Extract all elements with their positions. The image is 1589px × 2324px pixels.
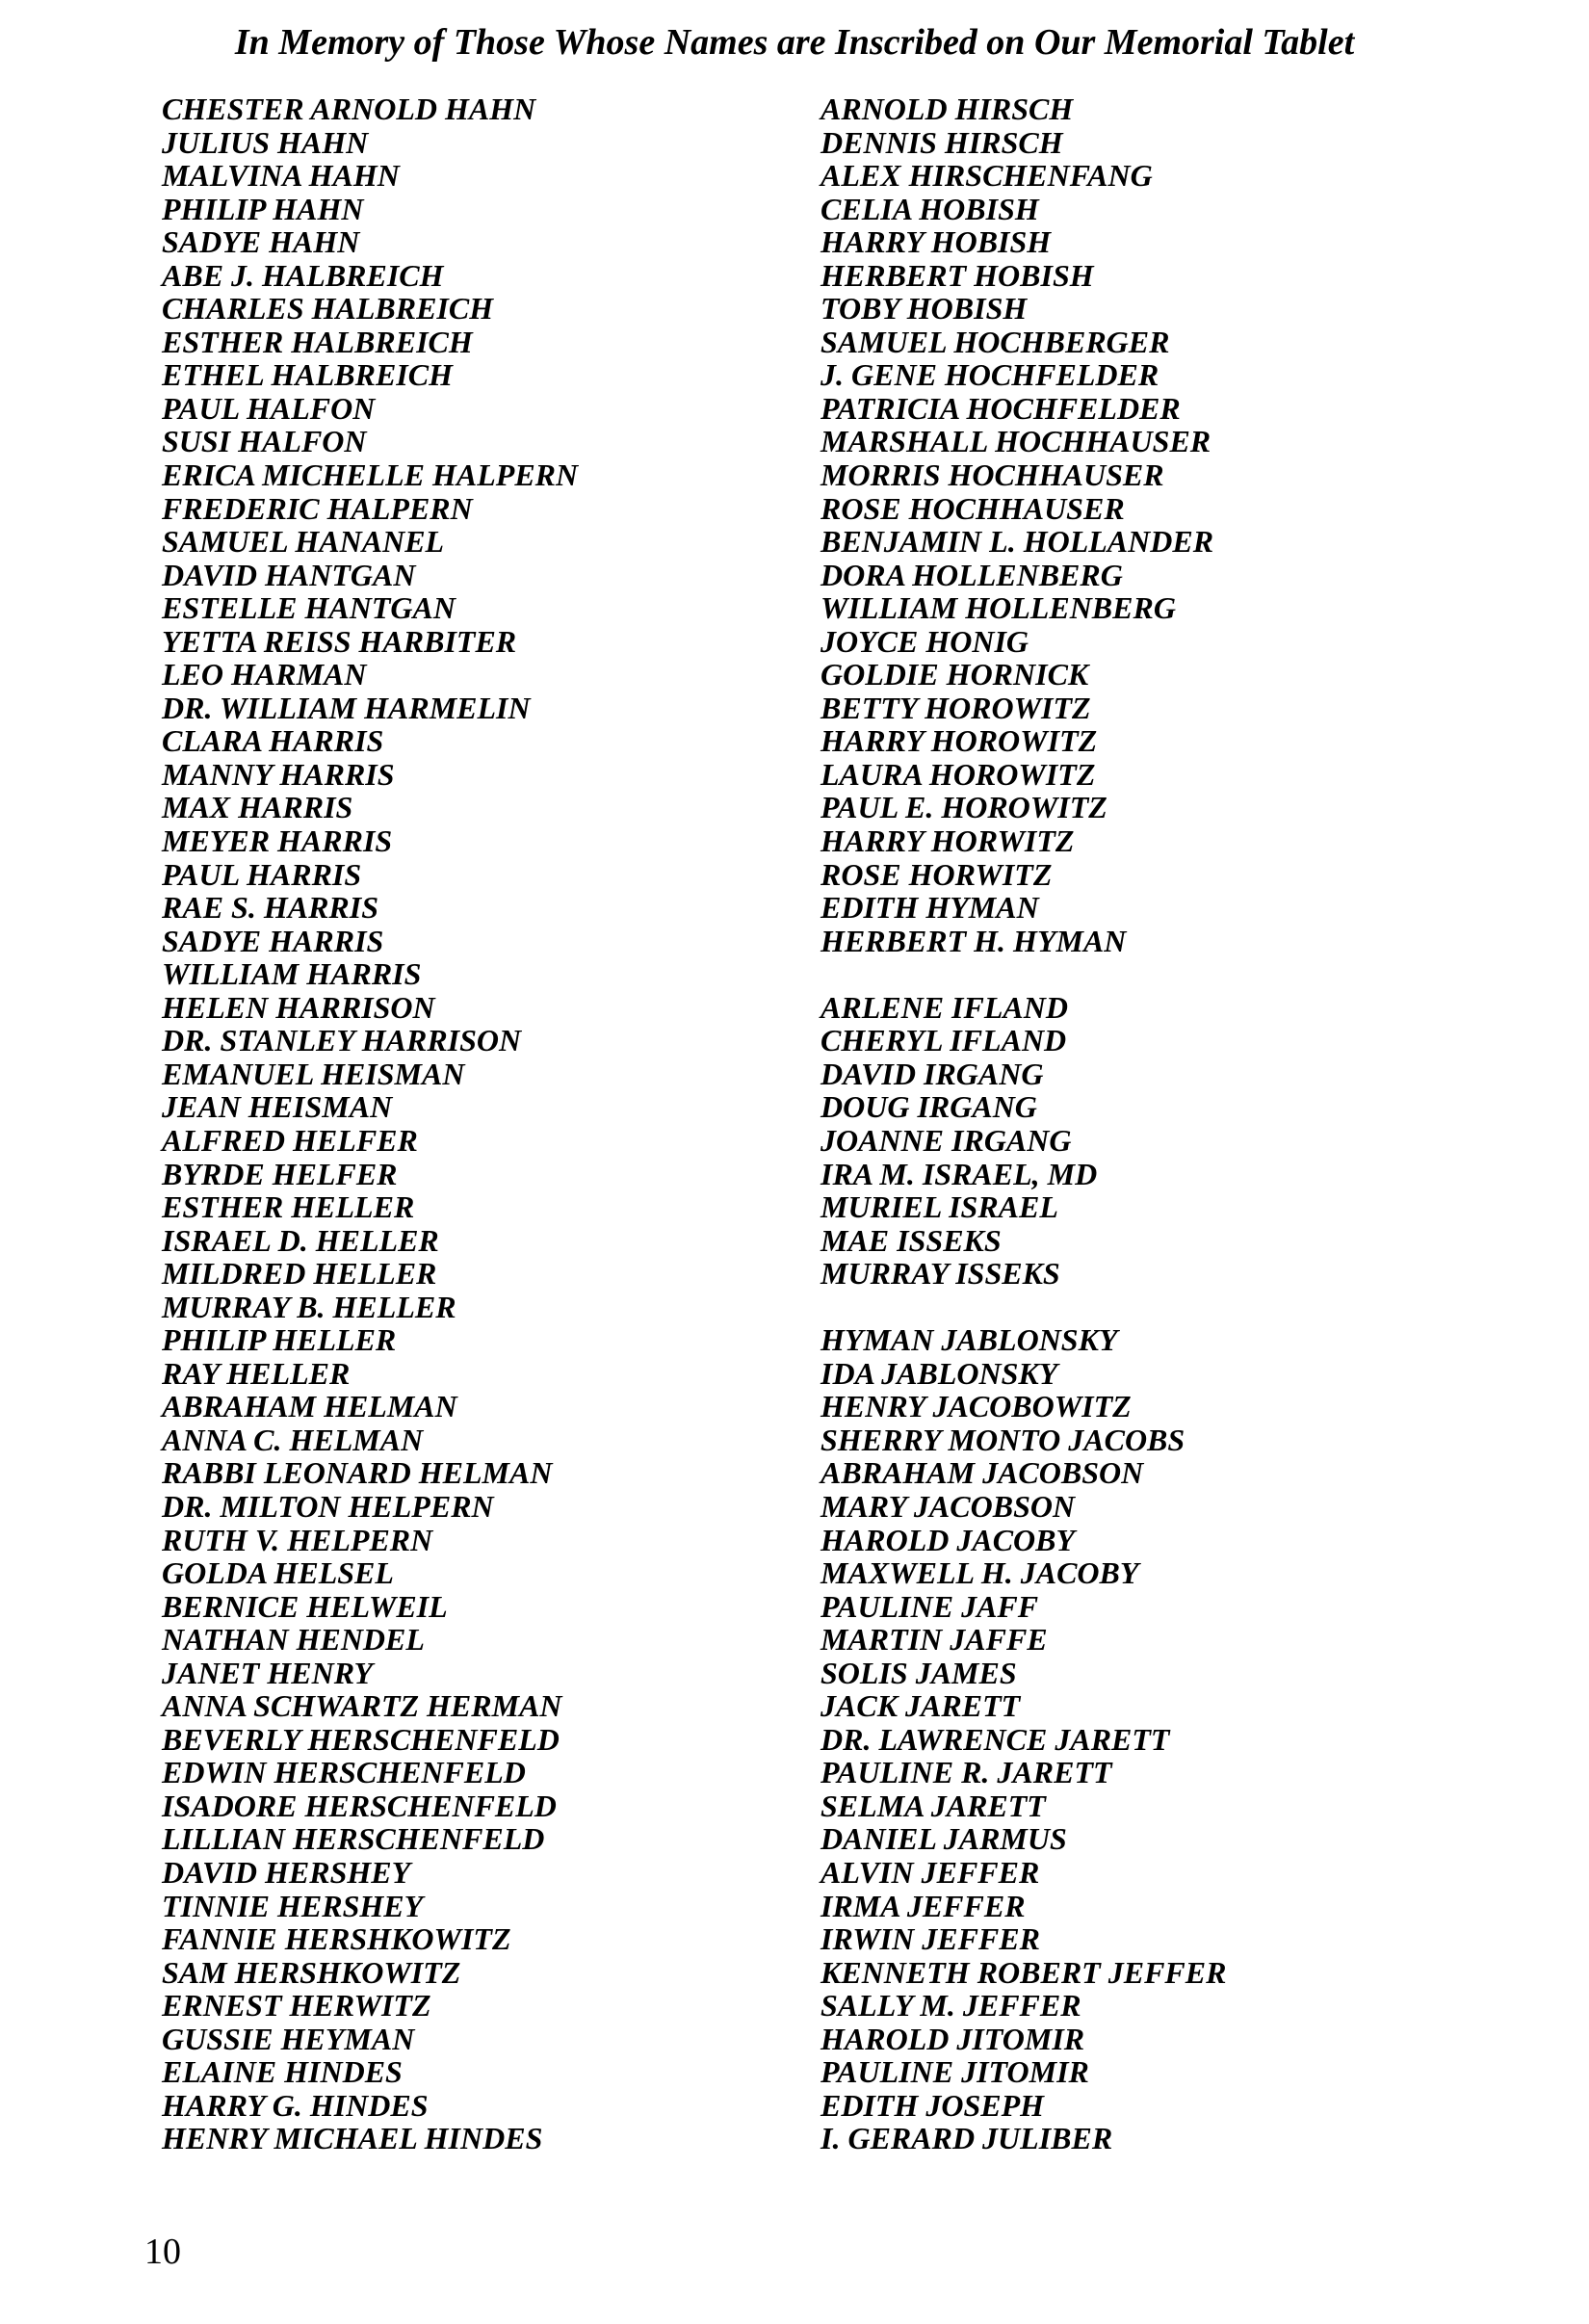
memorial-name: GOLDIE HORNICK: [821, 657, 1089, 692]
memorial-name: BERNICE HELWEIL: [162, 1588, 448, 1624]
page-number: 10: [144, 2232, 181, 2272]
memorial-name: BEVERLY HERSCHENFELD: [162, 1721, 560, 1757]
memorial-name: DR. WILLIAM HARMELIN: [162, 690, 531, 725]
memorial-name: BETTY HOROWITZ: [821, 690, 1091, 725]
memorial-name: PAULINE JITOMIR: [821, 2054, 1089, 2090]
memorial-name: TINNIE HERSHEY: [162, 1888, 424, 1923]
memorial-name: GUSSIE HEYMAN: [162, 2021, 415, 2056]
memorial-name: FANNIE HERSHKOWITZ: [162, 1921, 511, 1957]
memorial-name: MAE ISSEKS: [821, 1222, 1002, 1258]
memorial-name: KENNETH ROBERT JEFFER: [821, 1954, 1227, 1990]
memorial-name: HERBERT HOBISH: [821, 257, 1094, 293]
memorial-name: MEYER HARRIS: [162, 823, 393, 859]
memorial-name: ABRAHAM HELMAN: [162, 1389, 457, 1424]
names-column-right: [821, 92, 1226, 2155]
memorial-name: JULIUS HAHN: [162, 124, 369, 160]
memorial-name: ETHEL HALBREICH: [162, 357, 453, 393]
memorial-name: HAROLD JITOMIR: [821, 2021, 1085, 2056]
memorial-name: RUTH V. HELPERN: [162, 1522, 433, 1557]
memorial-name: YETTA REISS HARBITER: [162, 623, 517, 659]
memorial-name: ALFRED HELFER: [162, 1122, 418, 1158]
memorial-name: MURRAY ISSEKS: [821, 1256, 1060, 1292]
memorial-name: DENNIS HIRSCH: [821, 124, 1063, 160]
memorial-name: J. GENE HOCHFELDER: [821, 357, 1159, 393]
memorial-name: ERNEST HERWITZ: [162, 1988, 431, 2024]
memorial-name: RAY HELLER: [162, 1355, 351, 1391]
memorial-name: ALEX HIRSCHENFANG: [821, 158, 1153, 194]
memorial-name: DOUG IRGANG: [821, 1089, 1037, 1125]
page-title: In Memory of Those Whose Names are Inscribed on Our Memorial Tablet: [234, 22, 1355, 63]
memorial-name: EDITH HYMAN: [821, 890, 1039, 926]
memorial-name: ROSE HOCHHAUSER: [821, 490, 1125, 526]
memorial-name: DAVID HANTGAN: [162, 557, 416, 592]
memorial-name: WILLIAM HOLLENBERG: [821, 590, 1176, 626]
memorial-name: MORRIS HOCHHAUSER: [821, 457, 1164, 493]
memorial-name: JACK JARETT: [821, 1688, 1021, 1724]
memorial-name: HYMAN JABLONSKY: [821, 1322, 1118, 1358]
memorial-name: ARNOLD HIRSCH: [821, 91, 1074, 126]
memorial-name: EDWIN HERSCHENFELD: [162, 1755, 526, 1790]
memorial-name: CHESTER ARNOLD HAHN: [162, 91, 536, 126]
memorial-name: BYRDE HELFER: [162, 1156, 398, 1191]
memorial-name: HAROLD JACOBY: [821, 1522, 1076, 1557]
memorial-name: HENRY JACOBOWITZ: [821, 1389, 1132, 1424]
memorial-name: IDA JABLONSKY: [821, 1355, 1058, 1391]
group-spacer: [821, 1291, 1226, 1324]
memorial-name: HERBERT H. HYMAN: [821, 923, 1127, 958]
memorial-name: IRA M. ISRAEL, MD: [821, 1156, 1098, 1191]
memorial-name: CELIA HOBISH: [821, 191, 1039, 226]
memorial-name: EDITH JOSEPH: [821, 2087, 1045, 2123]
memorial-name: FREDERIC HALPERN: [162, 490, 473, 526]
group-spacer: [821, 957, 1226, 991]
memorial-name: SAMUEL HOCHBERGER: [821, 324, 1170, 359]
memorial-name: ESTELLE HANTGAN: [162, 590, 456, 626]
memorial-name: SAM HERSHKOWITZ: [162, 1954, 461, 1990]
memorial-name: ESTHER HALBREICH: [162, 324, 473, 359]
memorial-name: PAULINE R. JARETT: [821, 1755, 1112, 1790]
memorial-name: MALVINA HAHN: [162, 158, 400, 194]
memorial-name: MAX HARRIS: [162, 790, 353, 825]
memorial-name: HARRY HOBISH: [821, 224, 1052, 260]
memorial-name: PAUL HARRIS: [162, 856, 362, 892]
memorial-name: EMANUEL HEISMAN: [162, 1056, 465, 1091]
memorial-name: HARRY G. HINDES: [162, 2087, 429, 2123]
memorial-name: DR. MILTON HELPERN: [162, 1488, 494, 1524]
memorial-name: SALLY M. JEFFER: [821, 1988, 1081, 2024]
memorial-name: IRMA JEFFER: [821, 1888, 1026, 1923]
memorial-name: MILDRED HELLER: [162, 1256, 437, 1292]
memorial-name: MANNY HARRIS: [162, 756, 395, 792]
memorial-name: CHARLES HALBREICH: [162, 291, 494, 326]
memorial-name: ROSE HORWITZ: [821, 856, 1053, 892]
memorial-name: SADYE HARRIS: [162, 923, 384, 958]
memorial-name: PHILIP HELLER: [162, 1322, 397, 1358]
memorial-name: ABE J. HALBREICH: [162, 257, 444, 293]
memorial-name: HARRY HORWITZ: [821, 823, 1075, 859]
memorial-name: DAVID IRGANG: [821, 1056, 1044, 1091]
memorial-name: ARLENE IFLAND: [821, 989, 1068, 1025]
memorial-name: DANIEL JARMUS: [821, 1821, 1067, 1857]
memorial-name: JEAN HEISMAN: [162, 1089, 393, 1125]
memorial-name: ABRAHAM JACOBSON: [821, 1455, 1144, 1491]
memorial-name: JANET HENRY: [162, 1655, 373, 1690]
memorial-name: ESTHER HELLER: [162, 1189, 415, 1225]
memorial-name: RAE S. HARRIS: [162, 890, 378, 926]
memorial-name: MURRAY B. HELLER: [162, 1289, 456, 1324]
memorial-name: MARTIN JAFFE: [821, 1622, 1048, 1658]
names-column-left: [162, 92, 578, 2155]
memorial-name: HELEN HARRISON: [162, 989, 435, 1025]
memorial-name: HARRY HOROWITZ: [821, 723, 1098, 759]
memorial-name: ISRAEL D. HELLER: [162, 1222, 439, 1258]
memorial-name: WILLIAM HARRIS: [162, 956, 422, 992]
memorial-name: IRWIN JEFFER: [821, 1921, 1040, 1957]
memorial-name: SOLIS JAMES: [821, 1655, 1017, 1690]
memorial-name: SADYE HAHN: [162, 224, 360, 260]
memorial-name: DR. LAWRENCE JARETT: [821, 1721, 1170, 1757]
memorial-name: DR. STANLEY HARRISON: [162, 1023, 522, 1058]
memorial-name: ISADORE HERSCHENFELD: [162, 1788, 557, 1823]
memorial-name: PATRICIA HOCHFELDER: [821, 390, 1181, 426]
memorial-name: ERICA MICHELLE HALPERN: [162, 457, 579, 493]
memorial-name: MARY JACOBSON: [821, 1488, 1076, 1524]
memorial-name: CHERYL IFLAND: [821, 1023, 1067, 1058]
memorial-name: BENJAMIN L. HOLLANDER: [821, 524, 1214, 560]
memorial-name: PHILIP HAHN: [162, 191, 364, 226]
memorial-name: SELMA JARETT: [821, 1788, 1046, 1823]
memorial-name: ANNA SCHWARTZ HERMAN: [162, 1688, 562, 1724]
memorial-name: MAXWELL H. JACOBY: [821, 1555, 1139, 1591]
memorial-name: ALVIN JEFFER: [821, 1854, 1040, 1890]
memorial-name: LILLIAN HERSCHENFELD: [162, 1821, 545, 1857]
memorial-name: LEO HARMAN: [162, 657, 367, 692]
memorial-name: ELAINE HINDES: [162, 2054, 403, 2090]
memorial-name: JOYCE HONIG: [821, 623, 1029, 659]
memorial-name: DAVID HERSHEY: [162, 1854, 411, 1890]
memorial-name: TOBY HOBISH: [821, 291, 1028, 326]
memorial-name: PAUL E. HOROWITZ: [821, 790, 1107, 825]
memorial-name: GOLDA HELSEL: [162, 1555, 394, 1591]
memorial-name: SHERRY MONTO JACOBS: [821, 1422, 1185, 1457]
memorial-name: RABBI LEONARD HELMAN: [162, 1455, 553, 1491]
memorial-name: PAUL HALFON: [162, 390, 376, 426]
memorial-name: NATHAN HENDEL: [162, 1622, 425, 1658]
memorial-name: CLARA HARRIS: [162, 723, 384, 759]
memorial-name: SUSI HALFON: [162, 424, 367, 459]
memorial-name: MARSHALL HOCHHAUSER: [821, 424, 1211, 459]
memorial-name: PAULINE JAFF: [821, 1588, 1039, 1624]
memorial-name: SAMUEL HANANEL: [162, 524, 445, 560]
memorial-name: HENRY MICHAEL HINDES: [162, 2121, 543, 2156]
memorial-name: DORA HOLLENBERG: [821, 557, 1123, 592]
memorial-name: LAURA HOROWITZ: [821, 756, 1096, 792]
memorial-name: ANNA C. HELMAN: [162, 1422, 424, 1457]
memorial-name: I. GERARD JULIBER: [821, 2121, 1113, 2156]
memorial-name: MURIEL ISRAEL: [821, 1189, 1058, 1225]
memorial-name: JOANNE IRGANG: [821, 1122, 1072, 1158]
